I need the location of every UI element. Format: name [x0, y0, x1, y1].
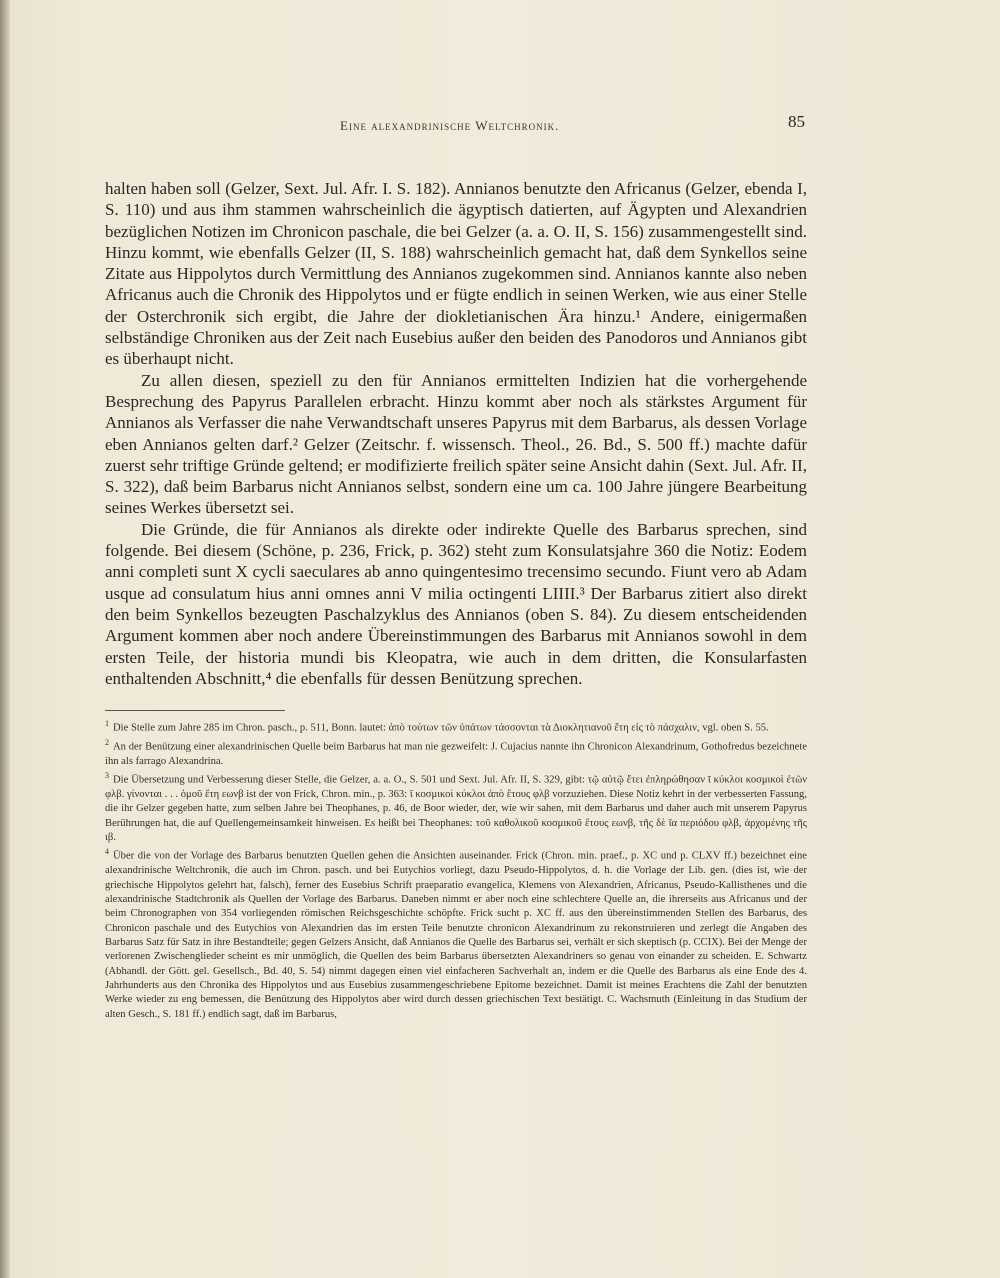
- paragraph: Die Gründe, die für Annianos als direkte oder indirekte Quelle des Barbarus sprechen, sind folgende. Bei diesem (Schöne, p. 236, Frick, p. 362) steht zum Konsulatsjahre 360 die Notiz: Eodem anni completi sunt X cycli saeculares ab anno quingentesimo trecensimo secundo. Fiunt vero ab Adam usque ad consulatum hius anni omnes anni V milia octingenti LIIII.³ Der Barbarus zitiert also direkt den beim Synkellos bezeugten Paschalzyklus des Annianos (oben S. 84). Zu diesem entscheidenden Argument kommen aber noch andere Übereinstimmungen des Barbarus mit Annianos sowohl in dem ersten Teile, der historia mundi bis Kleopatra, wie auch in dem dritten, die Konsularfasten enthaltenden Abschnitt,⁴ die ebenfalls für dessen Benützung sprechen.: [105, 519, 807, 688]
- footnote-text: Über die von der Vorlage des Barbarus benutzten Quellen gehen die Ansichten auseinander. Frick (Chron. min. praef., p. XC und p. CLXV ff.) bezeichnet eine alexandrinische Weltchronik, die auch im Chron. pasch. und bei Eutychios vorliegt, dazu Pseudo-Hippolytos, d. h. die Vorlage der Lib. gen. (dies ist, wie der griechische Hippolytos gelehrt hat, falsch), ferner des Eusebius Schrift praeparatio evangelica, Klemens von Alexandrien, Africanus, Pseudo-Kallisthenes und die alexandrinische Stadtchronik als Quellen der Vorlage des Barbarus. Daneben nimmt er aber noch eine schlechtere Quelle an, die ihrerseits aus Africanus und der beim Chronographen von 354 vorliegenden römischen Reichsgeschichte schöpfte. Frick sucht p. XC ff. aus den übereinstimmenden Stellen des Barbarus, des Chronicon paschale und des Eutychios von Alexandrien das im ersten Teile benutzte chronicon Alexandrinum zu rekonstruieren und zerlegt die Angaben des Barbarus Satz für Satz in ihre Bestandteile; gegen Gelzers Ansicht, daß Annianos die Quelle des Barbarus sei, verhält er sich skeptisch (p. CCIX). Bei der Menge der verlorenen Zwischenglieder scheint es mir unmöglich, die Quellen des beim Barbarus übersetzten Alexandriners so genau von einander zu scheiden. E. Schwartz (Abhandl. der Gött. gel. Gesellsch., Bd. 40, S. 54) nimmt dagegen einen viel einfacheren Sachverhalt an, indem er die Quelle des Barbarus als eine Ende des 4. Jahrhunderts aus den Chronika des Hippolytos und aus Eusebius zusammengeschriebene Epitome bezeichnet. Damit ist meines Erachtens die Zahl der benutzten Werke wieder zu eng bemessen, die Benützung des Hippolytos aber wird durch dessen griechischen Text bestätigt. C. Wachsmuth (Einleitung in das Studium der alten Gesch., S. 181 ff.) endlich sagt, daß im Barbarus,: [105, 850, 807, 1020]
- footnote: [105, 736, 807, 769]
- running-head: Eine alexandrinische Weltchronik.: [340, 118, 560, 133]
- footnote-mark: 4: [105, 847, 109, 857]
- paragraph: Zu allen diesen, speziell zu den für Annianos ermittelten Indizien hat die vorhergehende Besprechung des Papyrus Parallelen erbracht. Hinzu kommt aber noch als stärkstes Argument für Annianos als Verfasser die nahe Verwandtschaft unseres Papyrus mit dem Barbarus, als dessen Vorlage eben Annianos gelten darf.² Gelzer (Zeitschr. f. wissensch. Theol., 26. Bd., S. 500 ff.) machte dafür zuerst sehr triftige Gründe geltend; er modifizierte freilich später seine Ansicht dahin (Sext. Jul. Afr. II, S. 322), daß beim Barbarus nicht Annianos selbst, sondern eine um ca. 100 Jahre jüngere Bearbeitung seines Werkes übersetzt sei.: [105, 370, 807, 518]
- page-number: 85: [788, 112, 805, 131]
- footnotes: [105, 710, 807, 1022]
- footnote-rule: [105, 710, 285, 711]
- footnote-mark: 3: [105, 771, 109, 781]
- paragraph: halten haben soll (Gelzer, Sext. Jul. Afr. I. S. 182). Annianos benutzte den Africanus (Gelzer, ebenda I, S. 110) und aus ihm stammen wahrscheinlich die ägyptisch datierten, auf Ägypten und Alexandrien bezüglichen Notizen im Chronicon paschale, die bei Gelzer (a. a. O. II, S. 156) zusammengestellt sind. Hinzu kommt, wie ebenfalls Gelzer (II, S. 188) wahrscheinlich gemacht hat, daß dem Synkellos seine Zitate aus Hippolytos durch Vermittlung des Annianos zugekommen sind. Annianos kannte also neben Africanus auch die Chronik des Hippolytos und er fügte endlich in seinen Werken, wie aus einer Stelle der Osterchronik sich ergibt, die Jahre der diokletianischen Ära hinzu.¹ Andere, einigermaßen selbständige Chroniken aus der Zeit nach Eusebius außer den beiden des Panodoros und Annianos gibt es überhaupt nicht.: [105, 179, 807, 369]
- footnote-text: Die Übersetzung und Verbesserung dieser Stelle, die Gelzer, a. a. O., S. 501 und Sext. Jul. Afr. II, S. 329, gibt: τῷ αὐτῷ ἔτει ἐπληρώθησαν ῑ κύκλοι κοσμικοὶ ἐτῶν φλβ. γίνονται . . . ὁμοῦ ἔτη εωνβ ist der von Frick, Chron. min., p. 363: ῑ κοσμικοὶ κύκλοι ἀπὸ ἔτους φλβ vorzuziehen. Diese Notiz kehrt in der verbesserten Fassung, die ihr Gelzer gegeben hatte, zum selben Jahre bei Theophanes, p. 46, de Boor wieder, der, wie wir sahen, mit dem Barbarus und daher auch mit unserem Papyrus Berührungen hat, die auf Quellengemeinsamkeit hinweisen. Es heißt bei Theophanes: τοῦ καθολικοῦ κοσμικοῦ ἔτους εωνβ, τῆς δὲ ῑα περιόδου φλβ, ἀρχομένης τῆς ιβ.: [105, 774, 807, 843]
- footnote-text: An der Benützung einer alexandrinischen Quelle beim Barbarus hat man nie gezweifelt: J. Cujacius nannte ihn Chronicon Alexandrinum, Gothofredus bezeichnete ihn als farrago Alexandrina.: [105, 741, 807, 767]
- footnote: [105, 845, 807, 1022]
- footnote: [105, 769, 807, 845]
- footnote-text: Die Stelle zum Jahre 285 im Chron. pasch., p. 511, Bonn. lautet: ἀπὸ τούτων τῶν ὑπάτων τάσσονται τὰ Διοκλητιανοῦ ἔτη εἰς τὸ πάσχαλιν, vgl. oben S. 55.: [113, 722, 769, 734]
- footnote-mark: 1: [105, 719, 109, 728]
- footnote: [105, 717, 807, 736]
- main-text: [105, 178, 807, 689]
- footnote-mark: 2: [105, 737, 109, 747]
- page-gutter-shadow: [0, 0, 10, 1278]
- page-header: [105, 112, 805, 136]
